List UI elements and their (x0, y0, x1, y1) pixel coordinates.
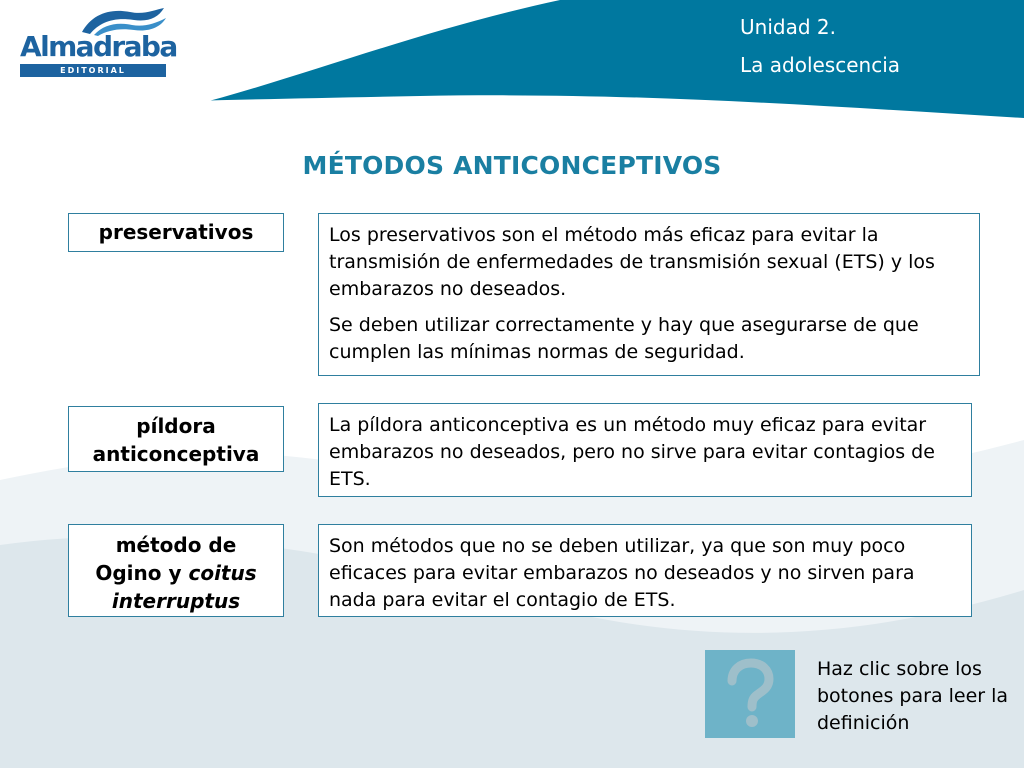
unit-title: Unidad 2. (740, 15, 836, 39)
question-mark-icon (705, 650, 795, 738)
term-label-italic: interruptus (111, 589, 241, 613)
definition-box-ogino (318, 524, 972, 617)
term-label: anticonceptiva (92, 442, 260, 466)
term-label: preservativos (98, 220, 254, 244)
help-instructions: Haz clic sobre los botones para leer la definición (817, 658, 1009, 734)
term-label-italic: coitus (188, 561, 257, 585)
term-label: Ogino y (95, 561, 189, 585)
definition-box-pildora (318, 403, 972, 497)
term-button-pildora[interactable] (68, 406, 284, 472)
term-label: método de (115, 533, 237, 557)
logo-subtext: EDITORIAL (20, 64, 166, 77)
almadraba-logo (18, 6, 177, 80)
help-button[interactable] (705, 650, 795, 738)
page-title: MÉTODOS ANTICONCEPTIVOS (302, 151, 722, 180)
term-button-ogino[interactable] (68, 524, 284, 617)
definition-paragraph: Los preservativos son el método más eficaz para evitar la transmisión de enfermedades de transmisión sexual (ETS) y los embarazos no deseados. (329, 224, 935, 300)
definition-paragraph: Son métodos que no se deben utilizar, ya que son muy poco eficaces para evitar embarazos no deseados y no sirven para nada para evitar el contagio de ETS. (329, 535, 915, 611)
term-button-preservativos[interactable] (68, 213, 284, 252)
unit-subtitle: La adolescencia (740, 53, 901, 77)
definition-paragraph: Se deben utilizar correctamente y hay que asegurarse de que cumplen las mínimas normas de seguridad. (329, 314, 919, 363)
term-label: píldora (136, 414, 216, 438)
logo-text: Almadraba (20, 30, 177, 63)
definition-box-preservativos (318, 213, 980, 376)
definition-paragraph: La píldora anticonceptiva es un método muy eficaz para evitar embarazos no deseados, pero no sirve para evitar contagios de ETS. (329, 414, 935, 490)
